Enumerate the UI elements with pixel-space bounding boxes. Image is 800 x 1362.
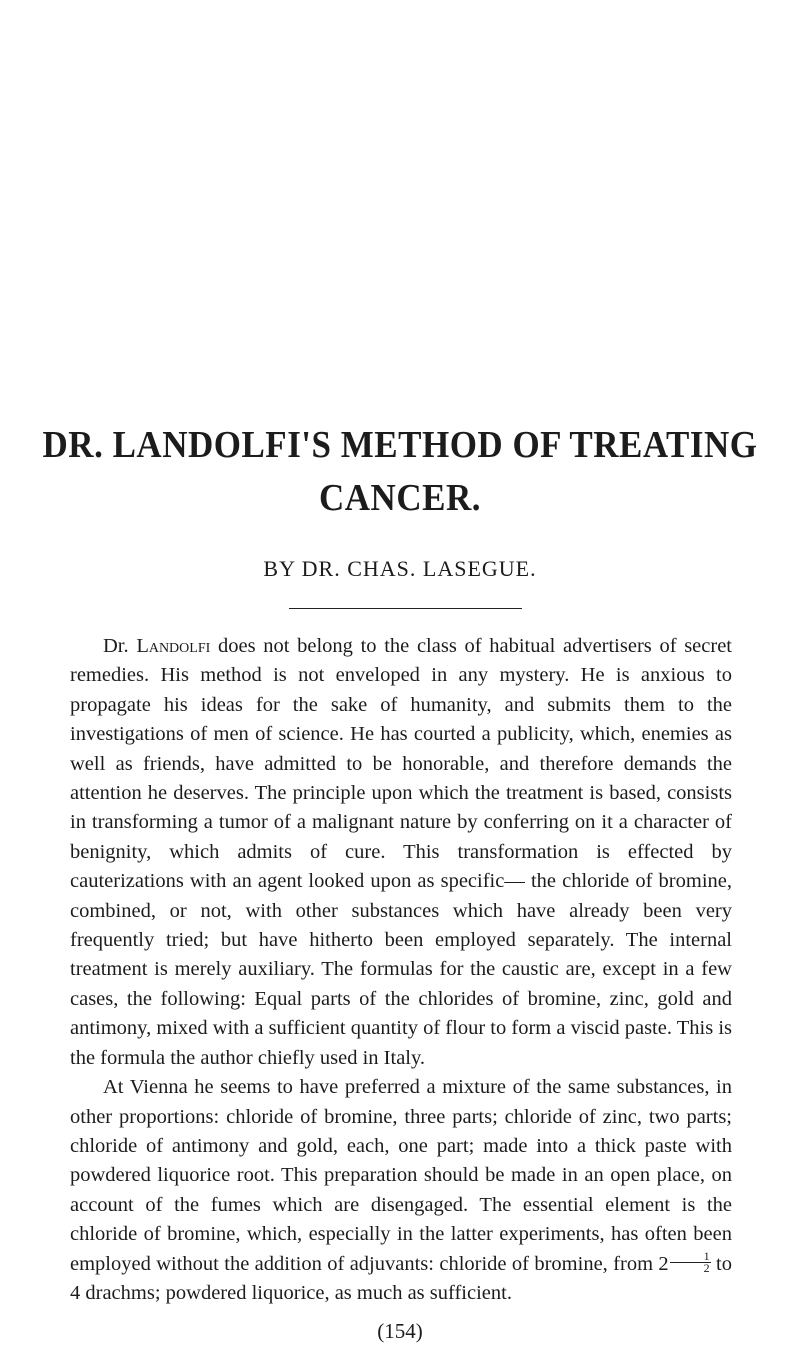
author-name: Landolfi xyxy=(136,635,211,657)
paragraph-1-lead: Dr. xyxy=(103,635,129,657)
page-number: (154) xyxy=(377,1319,423,1343)
paragraph-2 xyxy=(70,1073,732,1308)
fraction-numerator: 1 xyxy=(670,1251,711,1263)
article-title-line-2: CANCER. xyxy=(319,476,481,519)
author-byline: BY DR. CHAS. LASEGUE. xyxy=(263,556,537,581)
paragraph-2-text-end: to 4 drachms; powdered liquorice, as much as sufficient. xyxy=(70,1252,732,1304)
fraction-one-half xyxy=(670,1248,711,1275)
title-divider xyxy=(289,608,522,609)
paragraph-1 xyxy=(70,632,732,1073)
article-body xyxy=(70,632,732,1308)
article-title-line-1: DR. LANDOLFI'S METHOD OF TREATING xyxy=(42,423,758,466)
paragraph-1-text: does not belong to the class of habitual advertisers of secret remedies. His method is not enveloped in any mystery. He is anxious to propagate his ideas for the sake of humanity, and submits them to the investigations of men of science. He has courted a publicity, which, enemies as well as friends, have admitted to be honorable, and therefore demands the attention he deserves. The principle upon which the treatment is based, consists in transforming a tumor of a malignant nature by conferring on it a character of benignity, which admits of cure. This transformation is effected by cauterizations with an agent looked upon as specific— the chloride of bromine, combined, or not, with other substances which have already been very frequently tried; but have hitherto been employed separately. The internal treatment is merely auxiliary. The formulas for the caustic are, except in a few cases, the following: Equal parts of the chlorides of bromine, zinc, gold and antimony, mixed with a sufficient quantity of flour to form a viscid paste. This is the formula the author chiefly used in Italy. xyxy=(70,635,733,1069)
fraction-denominator: 2 xyxy=(703,1260,710,1275)
paragraph-2-text-start: At Vienna he seems to have preferred a mixture of the same substances, in other proportions: chloride of bromine, three parts; chloride of zinc, two parts; chloride of antimony and gold, each, one part; made into a thick paste with powdered liquorice root. This preparation should be made in an open place, on account of the fumes which are disengaged. The essential element is the chloride of bromine, which, especially in the latter experiments, has often been employed without the addition of adjuvants: chloride of bromine, from 2 xyxy=(70,1076,732,1275)
